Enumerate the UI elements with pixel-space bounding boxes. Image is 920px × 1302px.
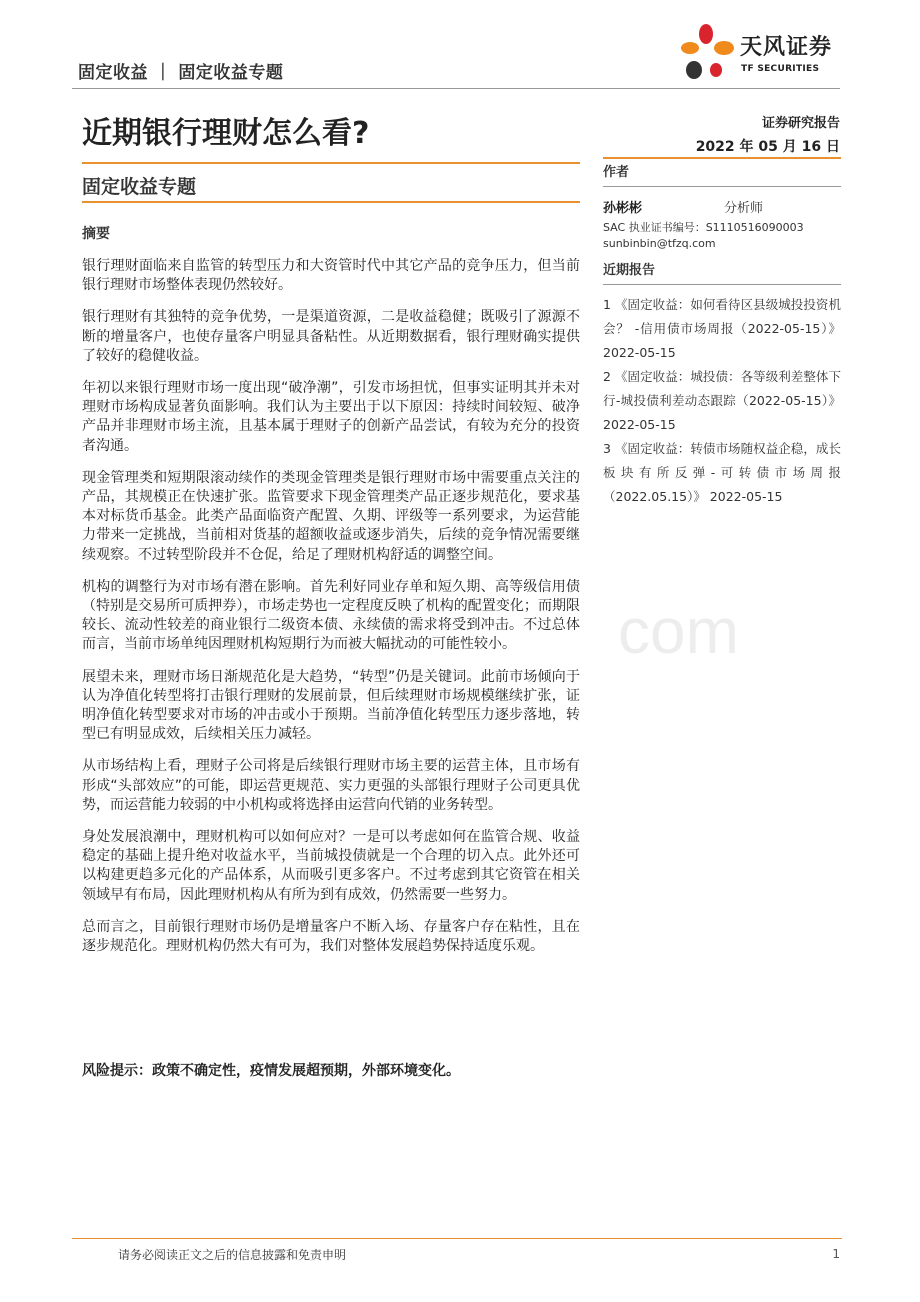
header-category: 固定收益 ｜ 固定收益专题 bbox=[78, 63, 284, 83]
report-date: 2022 年 05 月 16 日 bbox=[695, 139, 840, 155]
risk-warning: 风险提示：政策不确定性，疫情发展超预期，外部环境变化。 bbox=[82, 1063, 460, 1079]
recent-report-item[interactable]: 1 《固定收益：如何看待区县级城投投资机会？ -信用债市场周报（2022-05-15）》 2022-05-15 bbox=[603, 297, 841, 360]
author-email[interactable]: sunbinbin@tfzq.com bbox=[603, 237, 716, 250]
author-section bbox=[603, 161, 841, 252]
author-divider bbox=[603, 186, 841, 187]
logo-name-cn: 天风证券 bbox=[740, 35, 833, 60]
abstract-section bbox=[82, 223, 580, 969]
abstract-paragraph: 机构的调整行为对市场有潜在影响。首先利好同业存单和短久期、高等级信用债（特别是交易所可质押券），市场走势也一定程度反映了机构的配置变化；而期限较长、流动性较差的商业银行二级资本债、永续债的需求将受到冲击。不过总体而言，当前市场单纯因理财机构短期行为而被大幅扰动的可能性较小。 bbox=[82, 578, 580, 653]
author-heading: 作者 bbox=[603, 165, 630, 180]
abstract-paragraph: 年初以来银行理财市场一度出现“破净潮”，引发市场担忧，但事实证明其并未对理财市场构成显著负面影响。我们认为主要出于以下原因：持续时间较短、破净产品并非理财市场主流，且基本属于理财子的创新产品尝试，有较为充分的投资者沟通。 bbox=[82, 380, 580, 454]
recent-reports-section bbox=[603, 259, 841, 509]
report-subtitle: 固定收益专题 bbox=[82, 176, 197, 198]
sidebar-top-divider bbox=[603, 157, 841, 159]
author-name: 孙彬彬 bbox=[603, 201, 643, 216]
abstract-paragraph: 现金管理类和短期限滚动续作的类现金管理类是银行理财市场中需要重点关注的产品，其规模正在快速扩张。监管要求下现金管理类产品正逐步规范化，要求基本对标货币基金。此类产品面临资产配置、久期、评级等一系列要求，为运营能力带来一定挑战，当前相对货基的超额收益或逐步消失，后续的竞争情况需要继续观察。不过转型阶段并不仓促，给足了理财机构舒适的调整空间。 bbox=[82, 469, 580, 563]
abstract-paragraph: 银行理财面临来自监管的转型压力和大资管时代中其它产品的竞争压力，但当前银行理财市场整体表现仍然较好。 bbox=[82, 258, 580, 294]
report-type: 证券研究报告 bbox=[761, 116, 840, 131]
recent-reports-list bbox=[603, 293, 841, 509]
author-sac-number: SAC 执业证书编号：S1110516090003 bbox=[603, 221, 804, 234]
logo-name-en: TF SECURITIES bbox=[741, 64, 820, 74]
title-divider bbox=[82, 162, 580, 164]
abstract-paragraph: 银行理财有其独特的竞争优势，一是渠道资源，二是收益稳健；既吸引了源源不断的增量客户，也使存量客户明显具备粘性。从近期数据看，银行理财确实提供了较好的稳健收益。 bbox=[82, 309, 580, 364]
header-divider bbox=[72, 88, 840, 89]
abstract-label: 摘要 bbox=[82, 226, 110, 242]
logo-flower-icon bbox=[676, 22, 738, 84]
abstract-paragraph: 从市场结构上看，理财子公司将是后续银行理财市场主要的运营主体，且市场有形成“头部效应”的可能，即运营更规范、实力更强的头部银行理财子公司更具优势，而运营能力较弱的中小机构或将选择由运营向代销的业务转型。 bbox=[82, 758, 580, 813]
author-role: 分析师 bbox=[723, 201, 763, 216]
recent-reports-heading: 近期报告 bbox=[603, 263, 656, 278]
author-row bbox=[603, 197, 763, 216]
abstract-paragraph: 身处发展浪潮中，理财机构可以如何应对？一是可以考虑如何在监管合规、收益稳定的基础上提升绝对收益水平，当前城投债就是一个合理的切入点。此外还可以构建更趋多元化的产品体系，从而吸引更多客户。不过考虑到其它资管在相关领域早有布局，因此理财机构从有所为到有成效，仍然需要一些努力。 bbox=[82, 829, 580, 903]
recent-report-item[interactable]: 3 《固定收益：转债市场随权益企稳，成长板块有所反弹-可转债市场周报（2022.05.15）》 2022-05-15 bbox=[603, 441, 841, 504]
page-number: 1 bbox=[832, 1247, 840, 1261]
document-title: 近期银行理财怎么看? bbox=[82, 116, 370, 151]
subtitle-divider bbox=[82, 201, 580, 203]
company-logo bbox=[676, 22, 846, 86]
recent-report-item[interactable]: 2 《固定收益：城投债：各等级利差整体下行-城投债利差动态跟踪（2022-05-15）》 2022-05-15 bbox=[603, 369, 841, 432]
recent-reports-divider bbox=[603, 284, 841, 285]
footer-disclaimer: 请务必阅读正文之后的信息披露和免责申明 bbox=[118, 1248, 347, 1262]
footer-divider bbox=[72, 1238, 842, 1239]
watermark: com bbox=[618, 595, 739, 667]
abstract-paragraph: 总而言之，目前银行理财市场仍是增量客户不断入场、存量客户存在粘性，且在逐步规范化。理财机构仍然大有可为，我们对整体发展趋势保持适度乐观。 bbox=[82, 918, 580, 955]
abstract-paragraph: 展望未来，理财市场日渐规范化是大趋势，“转型”仍是关键词。此前市场倾向于认为净值化转型将打击银行理财的发展前景，但后续理财市场规模继续扩张，证明净值化转型要求对市场的冲击或小于预期。当前净值化转型压力逐步落地，转型已有明显成效，后续相关压力减轻。 bbox=[82, 668, 580, 743]
